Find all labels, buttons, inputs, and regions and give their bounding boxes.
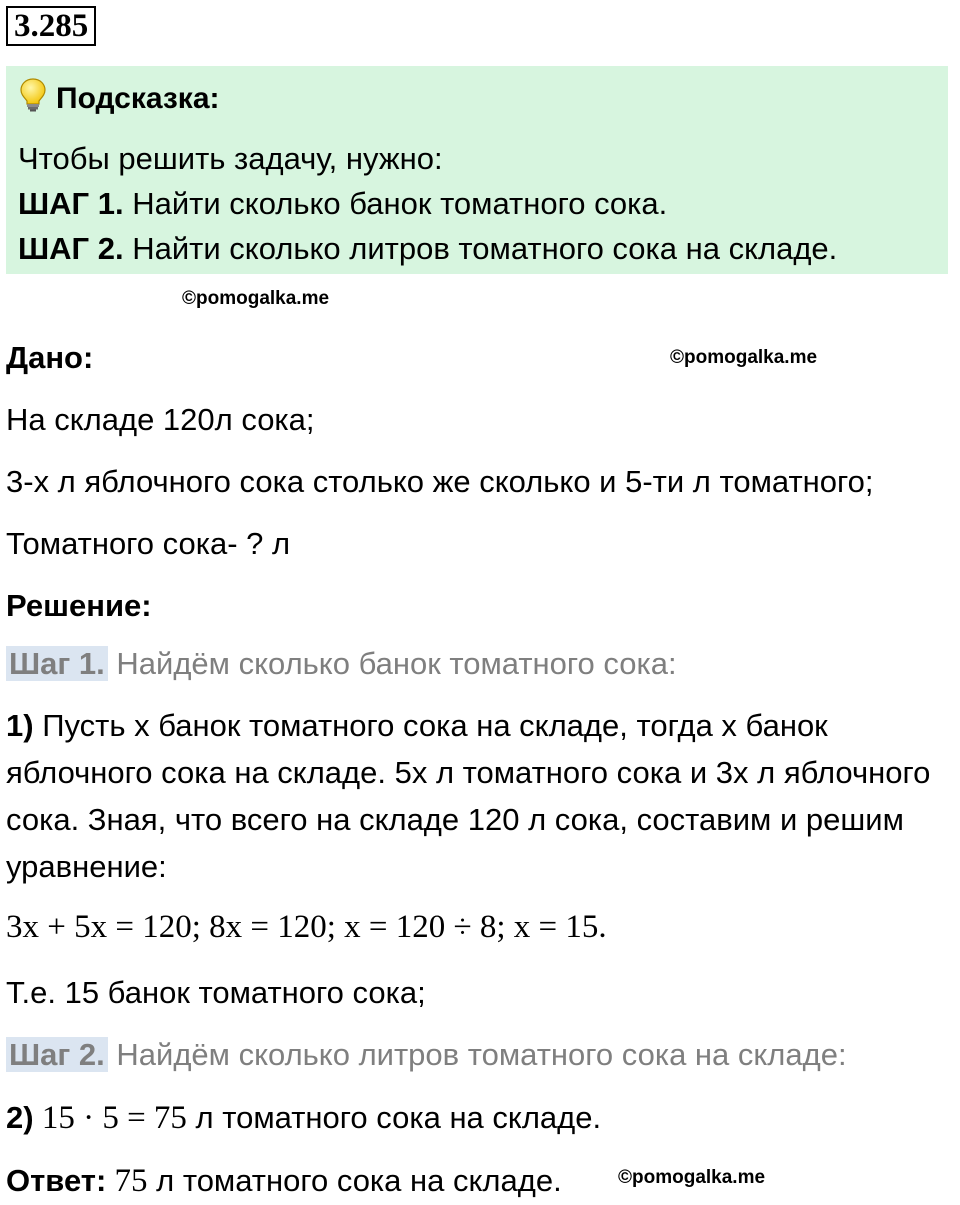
hint-title-row — [20, 78, 220, 120]
hint-step2 — [18, 231, 837, 267]
paragraph-2-label: 2) — [6, 1100, 34, 1135]
given-title: Дано: — [6, 340, 94, 375]
given-line-2: 3-х л яблочного сока столько же сколько и 5-ти л томатного; — [6, 464, 874, 499]
paragraph-1-label: 1) — [6, 708, 34, 743]
hint-step1 — [18, 186, 667, 222]
hint-intro: Чтобы решить задачу, нужно: — [18, 141, 443, 176]
given-line-1: На складе 120л сока; — [6, 402, 315, 437]
hint-step2-text: Найти сколько литров томатного сока на складе. — [123, 231, 838, 266]
given-line-3: Томатного сока- ? л — [6, 526, 291, 561]
answer — [6, 1163, 562, 1200]
watermark: ©pomogalka.me — [182, 288, 330, 309]
equation: 3x + 5x = 120; 8x = 120; x = 120 ÷ 8; x = 15. — [6, 909, 607, 945]
lightbulb-icon — [20, 78, 46, 120]
solution-paragraph-2 — [6, 1100, 601, 1137]
watermark: ©pomogalka.me — [618, 1167, 766, 1188]
answer-math: 75 — [106, 1163, 148, 1199]
solution-title: Решение: — [6, 588, 152, 623]
answer-text: л томатного сока на складе. — [147, 1163, 562, 1198]
step1-text: Найдём сколько банок томатного сока: — [107, 646, 677, 681]
step1-label: Шаг 1. — [6, 646, 108, 681]
hint-step1-label: ШАГ 1. — [18, 186, 124, 221]
paragraph-1-text: Пусть x банок томатного сока на складе, тогда x банок яблочного сока на складе. 5x л томатного сока и 3x л яблочного сока. Зная, что всего на складе 120 л сока, составим и решим уравнение: — [6, 708, 931, 884]
solution-step1 — [6, 646, 677, 682]
problem-number: 3.285 — [6, 6, 96, 46]
paragraph-2-math: 15 · 5 = 75 — [33, 1100, 187, 1136]
solution-step2 — [6, 1037, 847, 1073]
hint-step2-label: ШАГ 2. — [18, 231, 124, 266]
step2-text: Найдём сколько литров томатного сока на складе: — [107, 1037, 847, 1072]
hint-step1-text: Найти сколько банок томатного сока. — [123, 186, 668, 221]
hint-title: Подсказка: — [56, 82, 220, 115]
step1-result: Т.е. 15 банок томатного сока; — [6, 975, 426, 1010]
answer-label: Ответ: — [6, 1163, 107, 1198]
solution-paragraph-1 — [6, 702, 956, 890]
watermark: ©pomogalka.me — [670, 347, 818, 368]
paragraph-2-text: л томатного сока на складе. — [186, 1100, 602, 1135]
step2-label: Шаг 2. — [6, 1037, 108, 1072]
